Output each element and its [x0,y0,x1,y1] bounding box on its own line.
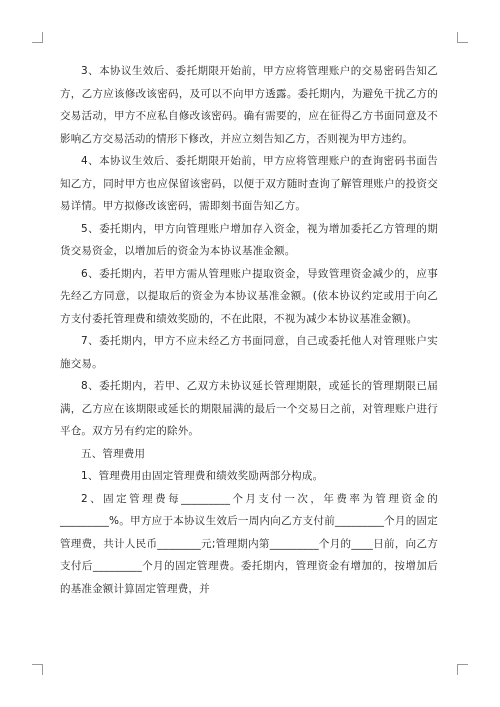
paragraph: 6、委托期内，若甲方需从管理账户提取资金，导致管理资金减少的，应事先经乙方同意，以提取后的资金为本协议基准金额。(依本协议约定或用于向乙方支付委托管理费和绩效奖励的，不在此限，不视为减少本协议基准金额)。 [60,267,438,325]
paragraph: 4、本协议生效后、委托期限开始前，甲方应将管理账户的查询密码书面告知乙方，同时甲方也应保留该密码，以便于双方随时查询了解管理账户的投资交易详情。甲方拟修改该密码，需即刻书面告知乙方。 [60,155,438,212]
section-heading: 五、管理费用 [81,447,146,460]
paragraph: 3、本协议生效后、委托期限开始前，甲方应将管理账户的交易密码告知乙方，乙方应该修改该密码，及可以不向甲方透露。委托期内，为避免干扰乙方的交易活动，甲方不应私自修改该密码。确有需要的，应在征得乙方书面同意及不影响乙方交易活动的情形下修改，并应立刻告知乙方，否则视为甲方违约。 [60,65,438,145]
crop-mark-bottom-left [32,664,43,675]
paragraph: 1、管理费用由固定管理费和绩效奖励两部分构成。 [81,470,324,482]
crop-mark-top-left [32,32,43,43]
paragraph: 8、委托期内，若甲、乙双方未协议延长管理期限，或延长的管理期限已届满，乙方应在该期限或延长的期限届满的最后一个交易日之前，对管理账户进行平仓。双方另有约定的除外。 [60,380,438,437]
paragraph: 2、固定管理费每_________个月支付一次，年费率为管理资金的_________%。甲方应于本协议生效后一周内向乙方支付前_________个月的固定管理费，共计人民币________元;管理期内第_________个月的____日前，向乙方支付后_________个月的固定管理费。委托期内，管理资金有增加的，按增加后的基准金额计算固定管理费，并 [60,492,438,595]
crop-mark-bottom-right [457,664,468,675]
crop-mark-top-right [457,32,468,43]
document-body [60,60,438,600]
paragraph: 7、委托期内，甲方不应未经乙方书面同意，自己或委托他人对管理账户实施交易。 [60,335,438,370]
paragraph: 5、委托期内，甲方向管理账户增加存入资金，视为增加委托乙方管理的期货交易资金，以增加后的资金为本协议基准金额。 [60,222,438,257]
